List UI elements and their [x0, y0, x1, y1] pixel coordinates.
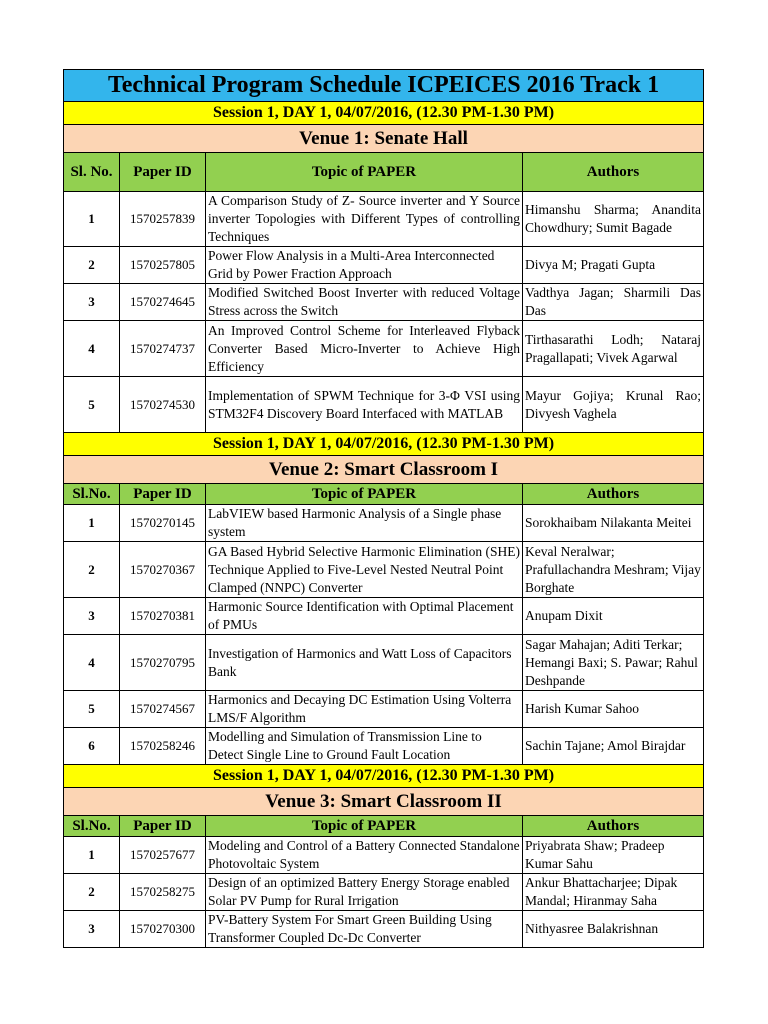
paper-id: 1570258246 — [120, 728, 206, 765]
paper-id: 1570257805 — [120, 247, 206, 284]
paper-authors: Sorokhaibam Nilakanta Meitei — [523, 505, 704, 542]
col-header-slno: Sl.No. — [64, 484, 120, 505]
col-header-topic: Topic of PAPER — [206, 816, 523, 837]
paper-id: 1570274530 — [120, 377, 206, 433]
col-header-topic: Topic of PAPER — [206, 153, 523, 192]
paper-topic: A Comparison Study of Z- Source inverter and Y Source inverter Topologies with Different Types of controlling Techniques — [206, 192, 523, 247]
table-row — [64, 728, 704, 765]
table-row — [64, 542, 704, 598]
paper-id: 1570274645 — [120, 284, 206, 321]
paper-id: 1570274567 — [120, 691, 206, 728]
paper-authors: Sagar Mahajan; Aditi Terkar; Hemangi Baxi; S. Pawar; Rahul Deshpande — [523, 635, 704, 691]
paper-id: 1570270300 — [120, 911, 206, 948]
paper-id: 1570257839 — [120, 192, 206, 247]
table-row — [64, 247, 704, 284]
table-row — [64, 321, 704, 377]
paper-topic: Modified Switched Boost Inverter with reduced Voltage Stress across the Switch — [206, 284, 523, 321]
paper-topic: Implementation of SPWM Technique for 3-Φ VSI using STM32F4 Discovery Board Interfaced with MATLAB — [206, 377, 523, 433]
schedule-table — [63, 69, 704, 948]
session-row — [64, 433, 704, 456]
col-header-authors: Authors — [523, 153, 704, 192]
header-row — [64, 484, 704, 505]
table-row — [64, 505, 704, 542]
col-header-authors: Authors — [523, 484, 704, 505]
serial-number: 1 — [64, 837, 120, 874]
paper-id: 1570257677 — [120, 837, 206, 874]
paper-topic: Harmonic Source Identification with Optimal Placement of PMUs — [206, 598, 523, 635]
serial-number: 5 — [64, 691, 120, 728]
header-row — [64, 816, 704, 837]
col-header-paper-id: Paper ID — [120, 153, 206, 192]
venue-label: Venue 2: Smart Classroom I — [64, 456, 704, 484]
paper-authors: Mayur Gojiya; Krunal Rao; Divyesh Vaghela — [523, 377, 704, 433]
paper-topic: Investigation of Harmonics and Watt Loss of Capacitors Bank — [206, 635, 523, 691]
venue-row — [64, 125, 704, 153]
serial-number: 4 — [64, 321, 120, 377]
paper-id: 1570270145 — [120, 505, 206, 542]
header-row — [64, 153, 704, 192]
paper-authors: Keval Neralwar; Prafullachandra Meshram; Vijay Borghate — [523, 542, 704, 598]
table-row — [64, 837, 704, 874]
paper-id: 1570270381 — [120, 598, 206, 635]
paper-authors: Ankur Bhattacharjee; Dipak Mandal; Hiranmay Saha — [523, 874, 704, 911]
paper-authors: Vadthya Jagan; Sharmili Das Das — [523, 284, 704, 321]
page-title: Technical Program Schedule ICPEICES 2016 Track 1 — [64, 70, 704, 102]
serial-number: 2 — [64, 542, 120, 598]
venue-row — [64, 456, 704, 484]
paper-authors: Divya M; Pragati Gupta — [523, 247, 704, 284]
table-row — [64, 911, 704, 948]
paper-authors: Tirthasarathi Lodh; Nataraj Pragallapati; Vivek Agarwal — [523, 321, 704, 377]
paper-topic: Modelling and Simulation of Transmission Line to Detect Single Line to Ground Fault Location — [206, 728, 523, 765]
col-header-slno: Sl.No. — [64, 816, 120, 837]
paper-topic: Design of an optimized Battery Energy Storage enabled Solar PV Pump for Rural Irrigation — [206, 874, 523, 911]
paper-id: 1570274737 — [120, 321, 206, 377]
paper-topic: GA Based Hybrid Selective Harmonic Elimination (SHE) Technique Applied to Five-Level Nested Neutral Point Clamped (NNPC) Converter — [206, 542, 523, 598]
serial-number: 1 — [64, 192, 120, 247]
serial-number: 6 — [64, 728, 120, 765]
session-row — [64, 765, 704, 788]
serial-number: 5 — [64, 377, 120, 433]
serial-number: 1 — [64, 505, 120, 542]
serial-number: 3 — [64, 598, 120, 635]
title-row — [64, 70, 704, 102]
paper-authors: Sachin Tajane; Amol Birajdar — [523, 728, 704, 765]
table-row — [64, 377, 704, 433]
session-label: Session 1, DAY 1, 04/07/2016, (12.30 PM-1.30 PM) — [64, 765, 704, 788]
table-row — [64, 284, 704, 321]
col-header-topic: Topic of PAPER — [206, 484, 523, 505]
paper-authors: Anupam Dixit — [523, 598, 704, 635]
paper-topic: Harmonics and Decaying DC Estimation Using Volterra LMS/F Algorithm — [206, 691, 523, 728]
paper-topic: An Improved Control Scheme for Interleaved Flyback Converter Based Micro-Inverter to Achieve High Efficiency — [206, 321, 523, 377]
session-label: Session 1, DAY 1, 04/07/2016, (12.30 PM-1.30 PM) — [64, 433, 704, 456]
paper-id: 1570258275 — [120, 874, 206, 911]
table-row — [64, 691, 704, 728]
paper-topic: PV-Battery System For Smart Green Building Using Transformer Coupled Dc-Dc Converter — [206, 911, 523, 948]
serial-number: 4 — [64, 635, 120, 691]
col-header-paper-id: Paper ID — [120, 816, 206, 837]
serial-number: 2 — [64, 247, 120, 284]
paper-topic: Modeling and Control of a Battery Connected Standalone Photovoltaic System — [206, 837, 523, 874]
session-label: Session 1, DAY 1, 04/07/2016, (12.30 PM-1.30 PM) — [64, 102, 704, 125]
col-header-slno: Sl. No. — [64, 153, 120, 192]
paper-topic: Power Flow Analysis in a Multi-Area Interconnected Grid by Power Fraction Approach — [206, 247, 523, 284]
paper-authors: Harish Kumar Sahoo — [523, 691, 704, 728]
table-row — [64, 874, 704, 911]
venue-label: Venue 3: Smart Classroom II — [64, 788, 704, 816]
table-row — [64, 635, 704, 691]
venue-row — [64, 788, 704, 816]
col-header-paper-id: Paper ID — [120, 484, 206, 505]
serial-number: 3 — [64, 911, 120, 948]
paper-authors: Priyabrata Shaw; Pradeep Kumar Sahu — [523, 837, 704, 874]
venue-label: Venue 1: Senate Hall — [64, 125, 704, 153]
col-header-authors: Authors — [523, 816, 704, 837]
paper-authors: Himanshu Sharma; Anandita Chowdhury; Sumit Bagade — [523, 192, 704, 247]
paper-id: 1570270795 — [120, 635, 206, 691]
table-row — [64, 598, 704, 635]
serial-number: 3 — [64, 284, 120, 321]
paper-authors: Nithyasree Balakrishnan — [523, 911, 704, 948]
serial-number: 2 — [64, 874, 120, 911]
session-row — [64, 102, 704, 125]
paper-id: 1570270367 — [120, 542, 206, 598]
table-row — [64, 192, 704, 247]
paper-topic: LabVIEW based Harmonic Analysis of a Single phase system — [206, 505, 523, 542]
